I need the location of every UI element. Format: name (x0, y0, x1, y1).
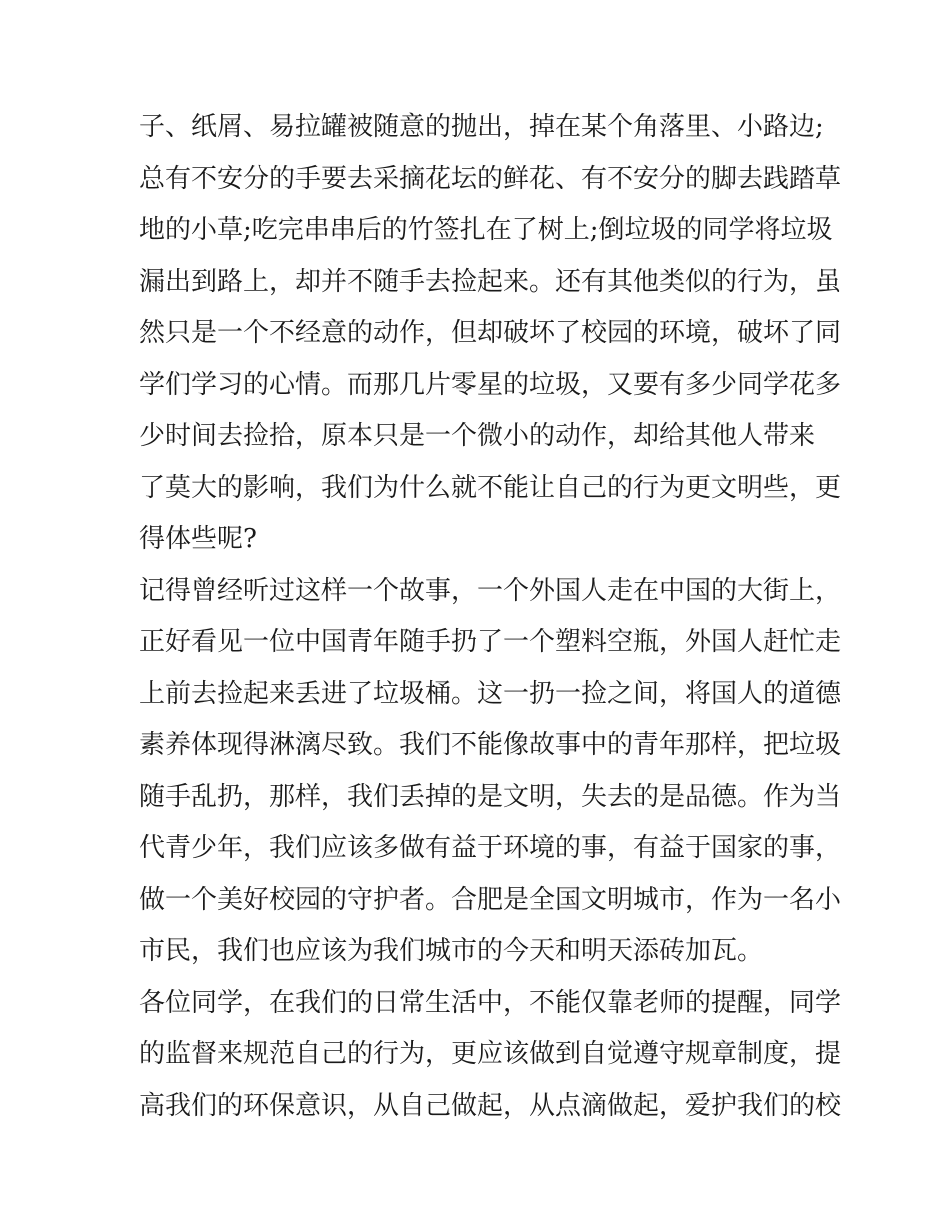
text-line: 少时间去捡拾，原本只是一个微小的动作，却给其他人带来 (139, 421, 816, 451)
text-line: 的监督来规范自己的行为，更应该做到自觉遵守规章制度，提 (139, 1039, 842, 1069)
text-line: 高我们的环保意识，从自己做起，从点滴做起，爱护我们的校 (139, 1090, 842, 1121)
text-line: 各位同学，在我们的日常生活中，不能仅靠老师的提醒，同学 (139, 987, 842, 1018)
text-line: 了莫大的影响，我们为什么就不能让自己的行为更文明些，更 (139, 472, 842, 503)
text-line: 上前去捡起来丢进了垃圾桶。这一扔一捡之间，将国人的道德 (139, 678, 842, 709)
text-line: 市民，我们也应该为我们城市的今天和明天添砖加瓦。 (139, 936, 764, 966)
body-text (139, 102, 842, 1132)
text-line: 正好看见一位中国青年随手扔了一个塑料空瓶，外国人赶忙走 (139, 627, 842, 657)
text-line: 做一个美好校园的守护者。合肥是全国文明城市，作为一名小 (139, 884, 842, 915)
text-line: 学们学习的心情。而那几片零星的垃圾，又要有多少同学花多 (139, 369, 842, 400)
text-line: 地的小草;吃完串串后的竹签扎在了树上;倒垃圾的同学将垃圾 (139, 215, 833, 245)
text-line: 代青少年，我们应该多做有益于环境的事，有益于国家的事， (139, 833, 842, 863)
text-line: 记得曾经听过这样一个故事，一个外国人走在中国的大街上， (139, 575, 842, 606)
text-line: 然只是一个不经意的动作，但却破坏了校园的环境，破坏了同 (139, 318, 842, 348)
text-line: 随手乱扔，那样，我们丢掉的是文明，失去的是品德。作为当 (139, 781, 842, 812)
text-line: 漏出到路上，却并不随手去捡起来。还有其他类似的行为，虽 (139, 266, 842, 297)
text-line: 素养体现得淋漓尽致。我们不能像故事中的青年那样，把垃圾 (139, 730, 842, 760)
text-line: 得体些呢? (139, 524, 257, 554)
text-line: 总有不安分的手要去采摘花坛的鲜花、有不安分的脚去践踏草 (139, 163, 842, 194)
text-line: 子、纸屑、易拉罐被随意的抛出，掉在某个角落里、小路边; (139, 112, 824, 142)
